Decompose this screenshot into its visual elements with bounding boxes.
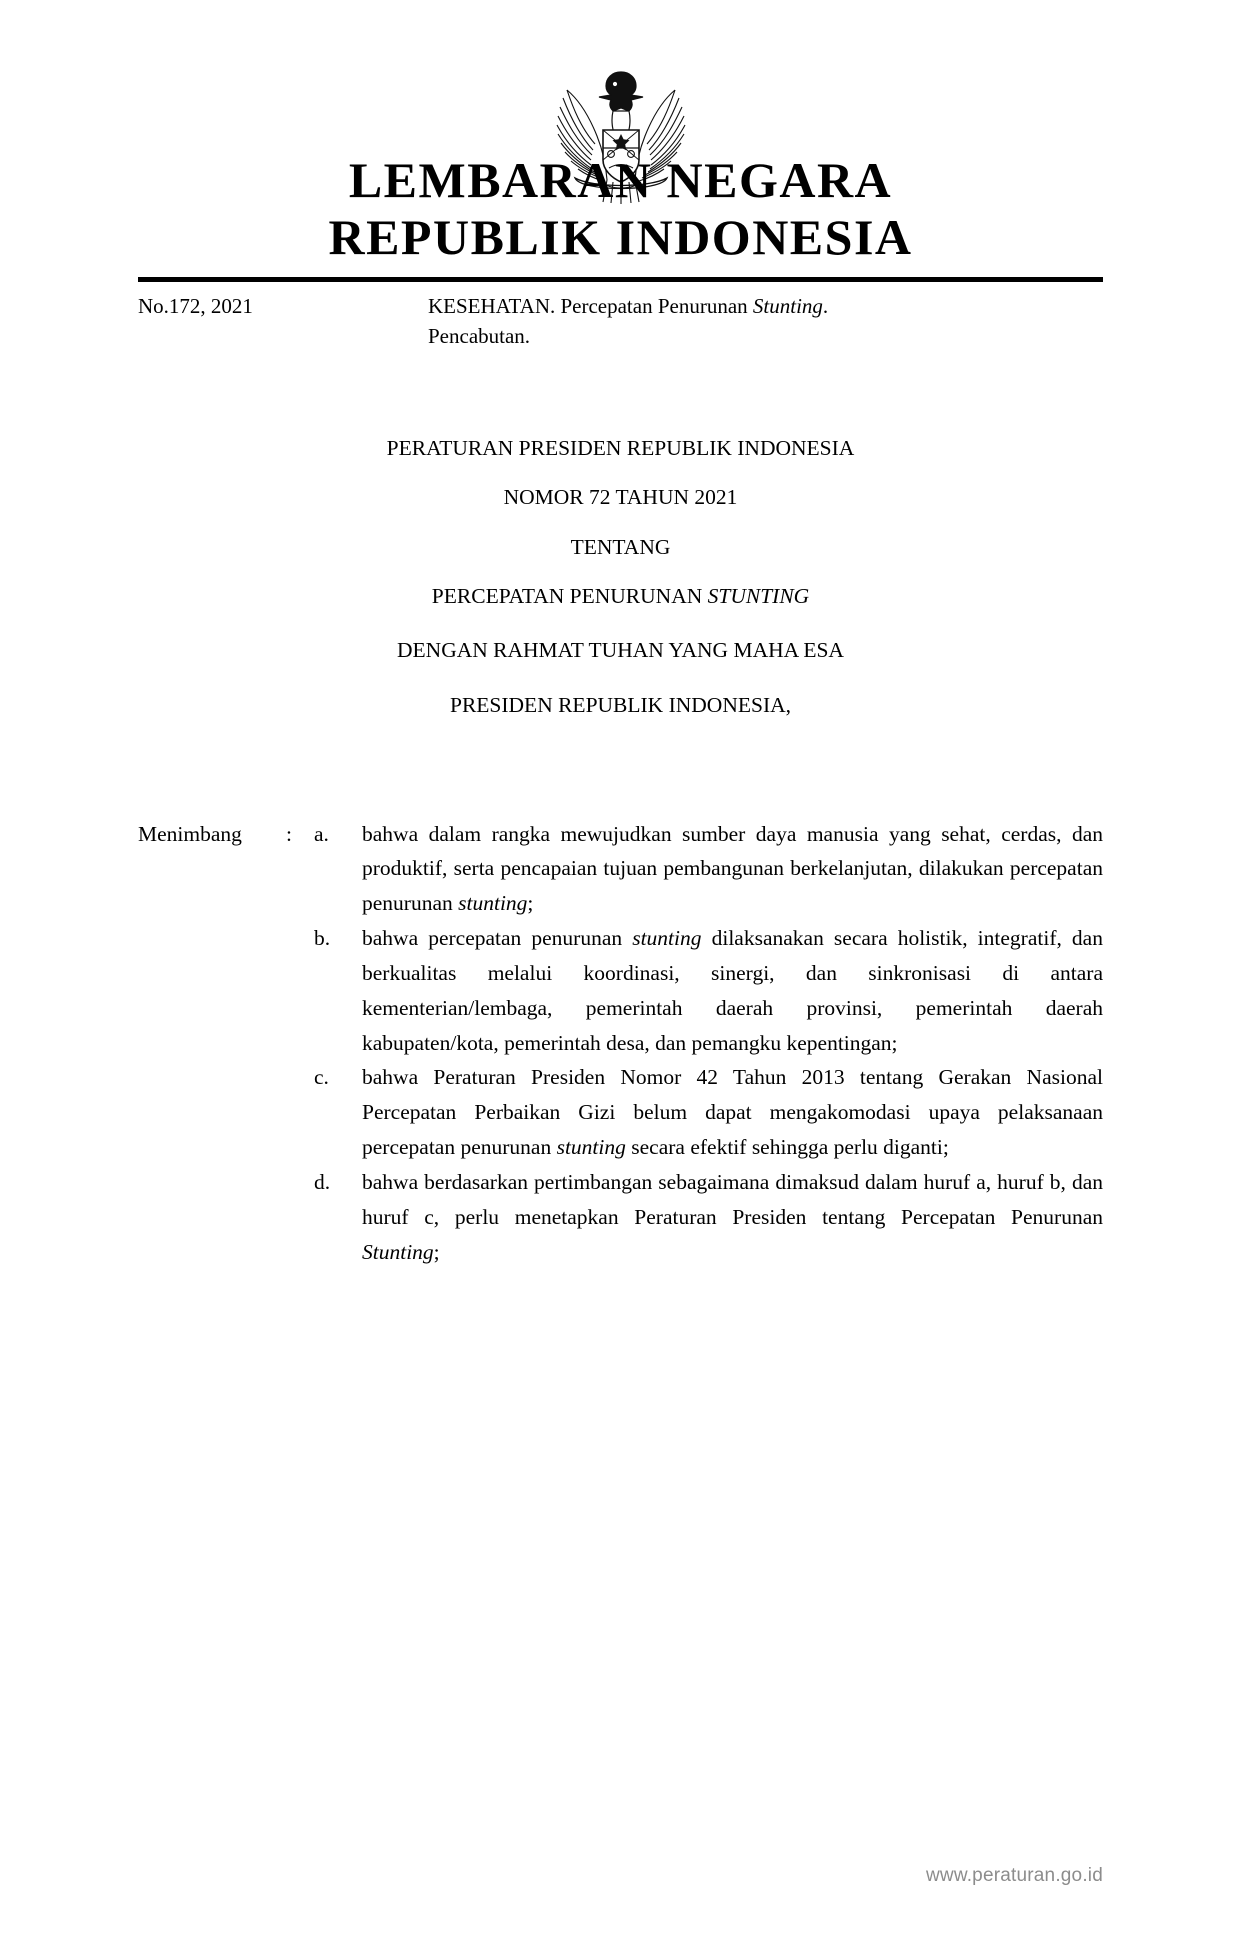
considering-item	[314, 921, 1103, 1060]
gazette-subject-italic: Stunting	[752, 294, 823, 318]
blessing-line: DENGAN RAHMAT TUHAN YANG MAHA ESA	[397, 637, 844, 662]
emphasis-term: stunting	[632, 926, 702, 951]
body-text: ;	[527, 891, 534, 916]
gazette-header-row	[138, 292, 1103, 352]
gazette-subject-line-2: Pencabutan.	[428, 323, 531, 348]
regulation-title-block	[138, 435, 1103, 609]
emphasis-term: stunting	[556, 1135, 626, 1160]
title-line-4-italic: STUNTING	[707, 584, 810, 609]
considering-label: Menimbang	[138, 821, 242, 846]
masthead-line-1: LEMBARAN NEGARA	[348, 152, 893, 208]
title-line-4-prefix: PERCEPATAN PENURUNAN	[431, 584, 708, 609]
considering-item-marker: c.	[314, 1065, 329, 1090]
considering-item-text	[362, 817, 1103, 921]
considering-item	[314, 1060, 1103, 1164]
masthead	[138, 152, 1103, 265]
title-line-4	[138, 586, 1103, 608]
title-line-1: PERATURAN PRESIDEN REPUBLIK INDONESIA	[386, 435, 855, 460]
title-line-3: TENTANG	[570, 534, 671, 559]
considering-item-marker: d.	[314, 1169, 331, 1194]
gazette-subject-suffix: .	[822, 294, 829, 318]
masthead-divider	[138, 277, 1103, 282]
body-text: bahwa percepatan penurunan	[362, 926, 633, 951]
considering-section	[138, 817, 1103, 1270]
title-line-2: NOMOR 72 TAHUN 2021	[503, 485, 738, 510]
body-text: secara efektif sehingga perlu diganti;	[625, 1135, 949, 1160]
considering-item-marker: b.	[314, 926, 331, 951]
considering-item-marker: a.	[314, 821, 329, 846]
body-text: bahwa berdasarkan pertimbangan sebagaimana dimaksud dalam huruf a, huruf b, dan huruf c, perlu menetapkan Peraturan Presiden tentang Percepatan Penurunan	[362, 1169, 1103, 1229]
masthead-line-2: REPUBLIK INDONESIA	[328, 208, 913, 265]
body-text: ;	[433, 1239, 440, 1264]
emphasis-term: Stunting	[362, 1239, 434, 1264]
gazette-subject	[428, 292, 1103, 352]
body-text: bahwa dalam rangka mewujudkan sumber daya manusia yang sehat, cerdas, dan produktif, serta pencapaian tujuan pembangunan berkelanjutan, dilakukan percepatan penurunan	[362, 821, 1103, 916]
emphasis-term: stunting	[458, 891, 528, 916]
body-text: dilaksanakan secara holistik, integratif, dan berkualitas melalui koordinasi, sinergi, dan sinkronisasi di antara kementerian/lembaga, pemerintah daerah provinsi, pemerintah daerah kabupaten/kota, pemerintah desa, dan pemangku kepentingan;	[362, 926, 1103, 1055]
considering-item-text	[362, 1060, 1103, 1164]
body-text: bahwa Peraturan Presiden Nomor 42 Tahun 2013 tentang Gerakan Nasional Percepatan Perbaikan Gizi belum dapat mengakomodasi upaya pelaksanaan percepatan penurunan	[362, 1065, 1103, 1160]
authority-line: PRESIDEN REPUBLIK INDONESIA,	[449, 693, 792, 718]
gazette-subject-prefix: KESEHATAN. Percepatan Penurunan	[428, 294, 753, 318]
considering-item-text	[362, 921, 1103, 1060]
considering-item-list	[314, 817, 1103, 1270]
site-watermark: www.peraturan.go.id	[925, 1865, 1103, 1886]
gazette-number: No.172, 2021	[138, 294, 253, 318]
considering-item	[314, 1165, 1103, 1269]
considering-colon: :	[286, 821, 292, 846]
considering-item-text	[362, 1165, 1103, 1269]
emblem-container	[138, 0, 1103, 148]
considering-item	[314, 817, 1103, 921]
